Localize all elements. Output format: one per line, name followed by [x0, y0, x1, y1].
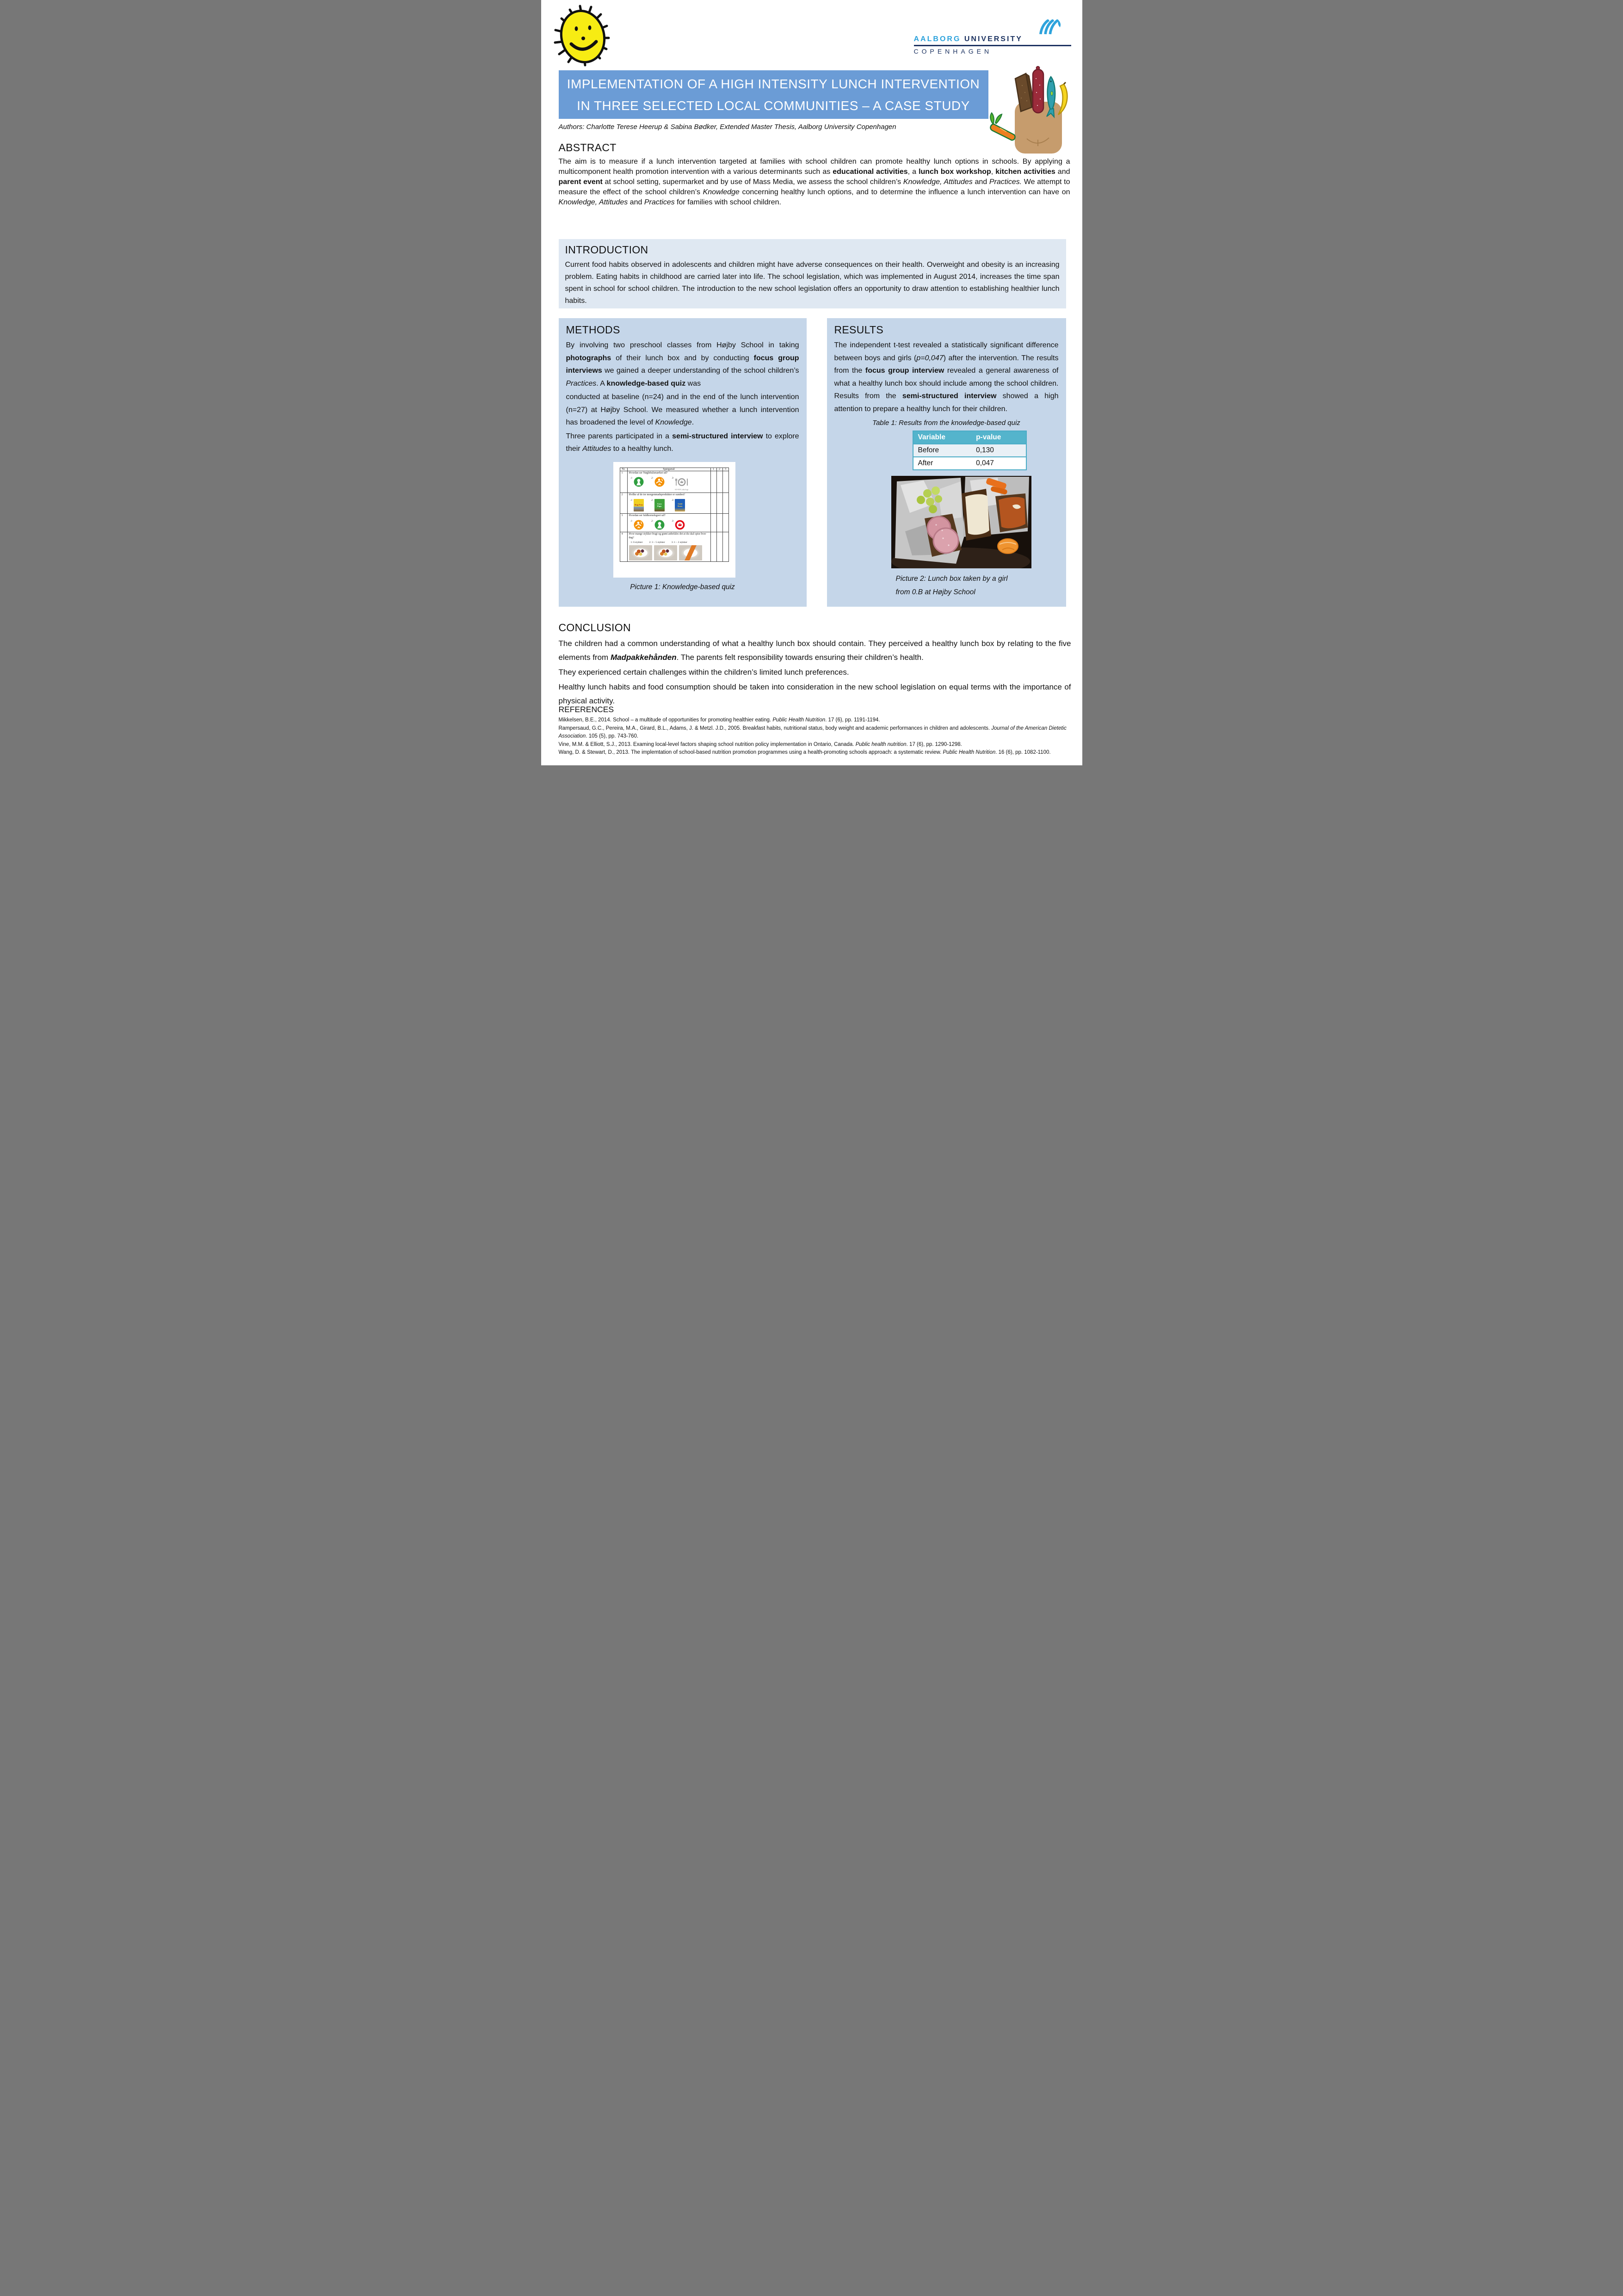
aau-word-university: UNIVERSITY: [964, 35, 1023, 43]
table-row: After 0,047: [913, 457, 1026, 470]
picture2-caption: [896, 572, 1059, 599]
section-conclusion: [559, 622, 1071, 708]
quiz-header-1: 1: [710, 468, 716, 471]
wholegrain-logo-icon: [654, 477, 665, 487]
reference-item: Wang, D. & Stewart, D., 2013. The implemtation of school-based nutrition promotion programmes using a health-promoting schools approach: a systematic review. Public Health Nutrition. 16 (6), pp. 1082-1100.: [558, 750, 1051, 755]
poster-page: [541, 0, 1082, 765]
table1-caption: Table 1: Results from the knowledge-based quiz: [872, 419, 1020, 427]
section-references: [559, 705, 1072, 757]
quiz-row-3: 3 Hvordan ser fuldkornslogoet ud? 1: 2: 3:: [620, 514, 728, 532]
pvalue-table-header-pvalue: p-value: [971, 431, 1026, 444]
reference-item: Mikkelsen, B.E., 2014. School – a multitude of opportunities for promoting healthier eating. Public Health Nutrition. 17 (6), pp. 1191-1194.: [558, 717, 880, 723]
methods-paragraph-2: conducted at baseline (n=24) and in the end of the lunch intervention (n=27) at Højby School. We measured whether a lunch intervention has broadened the level of Knowledge.: [566, 393, 799, 426]
pvalue-table-header-variable: Variable: [913, 431, 972, 444]
wholegrain-logo-icon: [634, 520, 644, 530]
aau-word-aalborg: AALBORG: [913, 35, 961, 43]
conclusion-paragraph-3: Healthy lunch habits and food consumption should be taken into consideration in the new school legislation on equal terms with the importance of physical activity.: [558, 683, 1071, 705]
lunchbox-photo: [891, 476, 1031, 568]
results-text: The independent t-test revealed a statistically significant difference between boys and girls (p=0,047) after the intervention. The results from the focus group interview revealed a general awareness of what a healthy lunch box should include among the school children. Results from the semi-structured interview showed a high attention to prepare a healthy lunch for their children.: [834, 341, 1059, 413]
quiz-header-question: Spørgsmål: [627, 468, 710, 471]
cereal-box-rugfras: Rug Fras: [634, 499, 644, 511]
introduction-heading: INTRODUCTION: [565, 244, 648, 256]
cereal-box-cocopops: Coco Pops: [654, 499, 665, 511]
quiz-row-2: 2 Hvilke af de tre morgenmadsprodukter er sundest? 1: Rug Fras 2: Coco Pops 3: Guld Korn: [620, 493, 728, 514]
conclusion-paragraph-1: The children had a common understanding of what a healthy lunch box should contain. They perceived a healthy lunch box by relating to the five elements from Madpakkehånden. The parents felt responsibility towards ensuring their children’s health.: [558, 639, 1071, 662]
picture1-caption: Picture 1: Knowledge-based quiz: [630, 583, 735, 591]
quiz-q3-text: Hvordan ser fuldkornslogoet ud?: [629, 514, 666, 517]
keyhole-logo-icon: [634, 477, 644, 487]
cereal-box-guldkorn: Guld Korn: [675, 499, 685, 511]
fruit-plate-photo: [629, 545, 652, 560]
methods-heading: METHODS: [566, 324, 620, 336]
sun-drawing: [549, 3, 650, 68]
carrot-plate-photo: [679, 545, 702, 560]
organic-logo-caption: 60-90% økologi: [675, 488, 689, 491]
conclusion-heading: CONCLUSION: [558, 622, 631, 634]
quiz-q4-text: Hvor mange stykker frugt og grønt anbefales det at du skal spise hver dag?: [629, 532, 706, 539]
aau-swoosh-icon: [1039, 19, 1065, 34]
title-banner: [559, 70, 988, 119]
quiz-row-1: 1 Hvordan ser Nøglehulsmærket ud? 1: 2: 3: 60-90% økologi: [620, 471, 728, 493]
picture2-caption-line2: from 0.B at Højby School: [895, 588, 975, 596]
quiz-header-3: 3: [722, 468, 728, 471]
abstract-heading: ABSTRACT: [558, 142, 617, 154]
introduction-text: Current food habits observed in adolescents and children might have adverse consequences on their health. Overweight and obesity is an increasing problem. Eating habits in childhood are carried later into life. The school legislation, which was implemented in August 2014, increases the time span spent in school for school children. The introduction to the new school legislation offers an opportunity to draw attention to establishing healthier lunch habits.: [565, 261, 1060, 305]
references-heading: REFERENCES: [558, 705, 614, 714]
aau-logo-line1: [914, 35, 1071, 46]
pvalue-table: [913, 431, 1027, 470]
authors-line: Authors: Charlotte Terese Heerup & Sabina Bødker, Extended Master Thesis, Aalborg University Copenhagen: [558, 123, 896, 131]
conclusion-paragraph-2: They experienced certain challenges within the children’s limited lunch preferences.: [558, 668, 849, 677]
reference-item: Rampersaud, G.C., Pereira, M.A., Girard, B.L., Adams, J. & Metzl. J.D., 2005. Breakfast habits, nutritional status, body weight and academic performances in children and adolescents. Journal of the American Dietetic Association. 105 (5), pp. 743-760.: [558, 725, 1067, 739]
quiz-table: [620, 468, 729, 562]
quiz-q2-text: Hvilke af de tre morgenmadsprodukter er sundest?: [629, 493, 685, 497]
picture2-caption-line1: Picture 2: Lunch box taken by a girl: [895, 575, 1008, 583]
knowledge-quiz-image: [613, 462, 735, 578]
section-methods: [559, 318, 807, 607]
quiz-header-nr: Nr.: [620, 468, 627, 471]
results-heading: RESULTS: [834, 324, 883, 336]
methods-paragraph-3: Three parents participated in a semi-structured interview to explore their Attitudes to a healthy lunch.: [566, 432, 799, 453]
section-abstract: [559, 142, 1070, 208]
aau-word-copenhagen: COPENHAGEN: [913, 48, 993, 55]
section-results: [827, 318, 1066, 607]
quiz-q1-text: Hvordan ser Nøglehulsmærket ud?: [629, 471, 668, 474]
red-organic-logo-icon: [675, 520, 685, 530]
organic-logo-icon: [675, 477, 689, 487]
lunchbox-hand-illustration: [986, 65, 1071, 154]
quiz-row-4: 4 Hvor mange stykker frugt og grønt anbefales det at du skal spise hver dag? 1: 6 stykker 2: 3 – 5 stykker 3: 1 – 2 stykker: [620, 532, 728, 562]
keyhole-logo-icon: [654, 520, 665, 530]
title-line-1: IMPLEMENTATION OF A HIGH INTENSITY LUNCH INTERVENTION: [567, 76, 980, 91]
fruit-plate-photo: [654, 545, 677, 560]
quiz-header-2: 2: [716, 468, 722, 471]
section-introduction: [559, 239, 1066, 308]
abstract-text: The aim is to measure if a lunch intervention targeted at families with school children can promote healthy lunch options in schools. By applying a multicomponent health promotion intervention with a various determinants such as educational activities, a lunch box workshop, kitchen activities and parent event at school setting, supermarket and by use of Mass Media, we assess the school children’s Knowledge, Attitudes and Practices. We attempt to measure the effect of the school children’s Knowledge concerning healthy lunch options, and to determine the influence a lunch intervention can have on Knowledge, Attitudes and Practices for families with school children.: [558, 158, 1070, 206]
methods-paragraph-1: By involving two preschool classes from Højby School in taking photographs of their lunch box and by conducting focus group interviews we gained a deeper understanding of the school children’s Practices. A knowledge-based quiz was: [566, 341, 799, 388]
title-line-2: IN THREE SELECTED LOCAL COMMUNITIES – A CASE STUDY: [577, 98, 970, 113]
reference-item: Vine, M.M. & Elliott, S.J., 2013. Examing local-level factors shaping school nutrition policy implementation in Ontario, Canada. Public health nutrition. 17 (6), pp. 1290-1298.: [558, 741, 962, 747]
aalborg-university-logo: [914, 19, 1071, 55]
table-row: Before 0,130: [913, 444, 1026, 457]
